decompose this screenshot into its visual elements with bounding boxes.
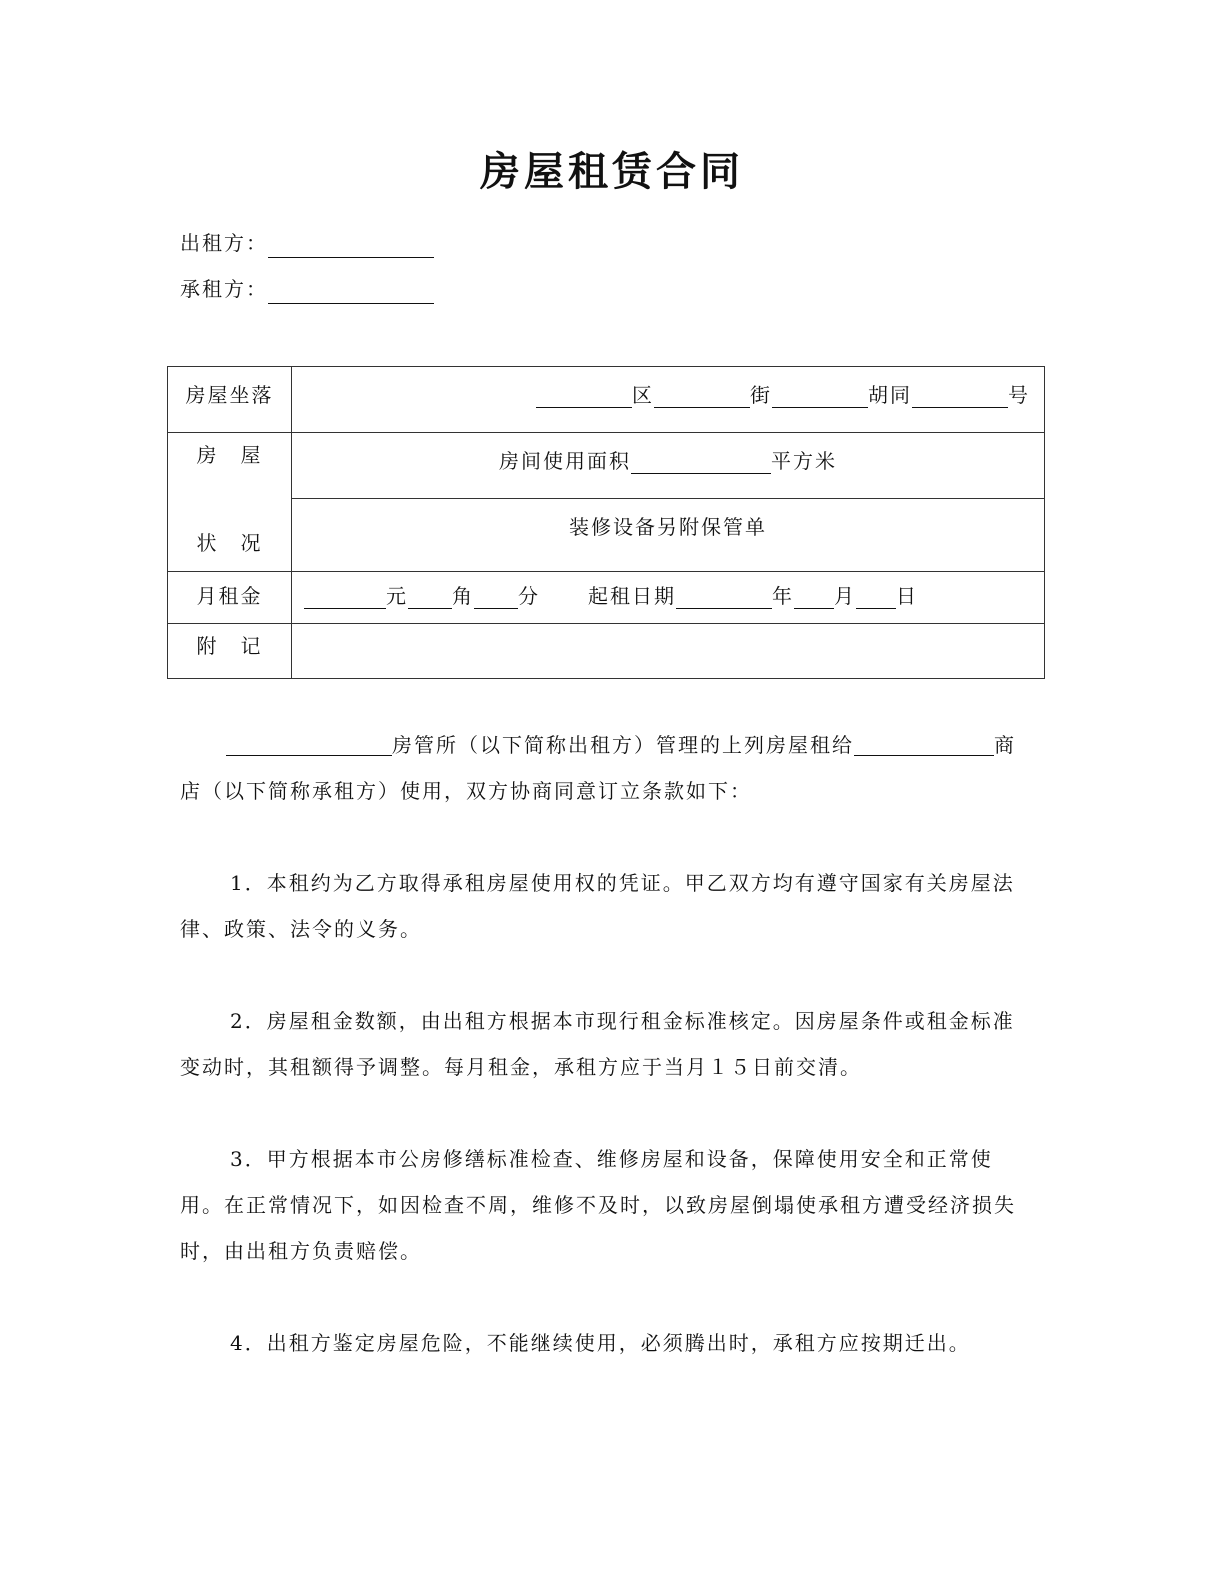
- street-unit: 街: [750, 383, 772, 407]
- rent-jiao-blank[interactable]: [408, 586, 452, 609]
- notes-label-cell: [168, 624, 292, 679]
- clause-4: 4．出租方鉴定房屋危险，不能继续使用，必须腾出时，承租方应按期迁出。: [230, 1331, 971, 1355]
- clause-1: 1．本租约为乙方取得承租房屋使用权的凭证。甲乙双方均有遵守国家有关房屋法律、政策、法令的义务。: [180, 871, 1015, 941]
- start-month-blank[interactable]: [794, 586, 834, 609]
- intro-text-1: 房管所（以下简称出租方）管理的上列房屋租给: [392, 733, 854, 757]
- area-line: [292, 433, 1044, 474]
- rent-jiao-unit: 角: [452, 584, 474, 608]
- rent-value-cell: [292, 572, 1045, 624]
- number-blank[interactable]: [912, 385, 1008, 408]
- start-day-blank[interactable]: [856, 586, 896, 609]
- document-title: 房屋租赁合同: [480, 148, 744, 195]
- start-date-label: 起租日期: [588, 584, 676, 608]
- district-unit: 区: [632, 383, 654, 407]
- lessee-label: 承租方：: [180, 277, 268, 301]
- district-blank[interactable]: [536, 385, 632, 408]
- location-label-cell: [168, 367, 292, 433]
- area-text: 房间使用面积: [499, 449, 631, 473]
- rent-label-cell: [168, 572, 292, 624]
- alley-unit: 胡同: [868, 383, 912, 407]
- house-label-bottom: 状 况: [196, 531, 263, 555]
- rent-fen-blank[interactable]: [474, 586, 518, 609]
- lessor-label: 出租方：: [180, 231, 268, 255]
- location-label: 房屋坐落: [185, 383, 274, 407]
- table-row-location: [168, 367, 1045, 433]
- rent-yuan-unit: 元: [386, 584, 408, 608]
- intro-text-2: 商店（以下简称承租方）使用，双方协商同意订立条款如下：: [180, 733, 1016, 803]
- lessee-blank[interactable]: [268, 281, 434, 304]
- rent-line: [292, 572, 1044, 609]
- start-day-unit: 日: [896, 584, 918, 608]
- intro-paragraph: [180, 722, 1036, 814]
- area-unit: 平方米: [771, 449, 837, 473]
- notes-value-cell[interactable]: [292, 624, 1045, 679]
- property-info-table: [167, 366, 1045, 679]
- alley-blank[interactable]: [772, 385, 868, 408]
- house-condition-label-cell: [168, 433, 292, 572]
- area-blank[interactable]: [631, 451, 771, 474]
- start-year-unit: 年: [772, 584, 794, 608]
- start-year-blank[interactable]: [676, 586, 772, 609]
- shop-name-blank[interactable]: [854, 733, 994, 756]
- decoration-text: 装修设备另附保管单: [569, 515, 767, 540]
- table-row-notes: [168, 624, 1045, 679]
- street-blank[interactable]: [654, 385, 750, 408]
- table-row-decoration: [168, 499, 1045, 572]
- area-value-cell: [292, 433, 1045, 499]
- notes-label: 附 记: [196, 634, 263, 658]
- clause-3: 3．甲方根据本市公房修缮标准检查、维修房屋和设备，保障使用安全和正常使用。在正常情况下，如因检查不周，维修不及时，以致房屋倒塌使承租方遭受经济损失时，由出租方负责赔偿。: [180, 1147, 1016, 1263]
- table-row-area: [168, 433, 1045, 499]
- housing-office-blank[interactable]: [226, 733, 392, 756]
- lessee-line: [180, 274, 434, 304]
- start-month-unit: 月: [834, 584, 856, 608]
- rent-label: 月租金: [196, 584, 263, 608]
- house-label-top: 房 屋: [196, 443, 263, 467]
- rent-fen-unit: 分: [518, 584, 540, 608]
- table-row-rent: [168, 572, 1045, 624]
- house-condition-label: [168, 433, 291, 571]
- lessor-line: [180, 228, 434, 258]
- address-line: [292, 367, 1044, 408]
- rent-yuan-blank[interactable]: [304, 586, 386, 609]
- number-unit: 号: [1008, 383, 1030, 407]
- location-value-cell: [292, 367, 1045, 433]
- decoration-cell: [292, 499, 1045, 572]
- clause-2: 2．房屋租金数额，由出租方根据本市现行租金标准核定。因房屋条件或租金标准变动时，其租额得予调整。每月租金，承租方应于当月１５日前交清。: [180, 1009, 1015, 1079]
- lessor-blank[interactable]: [268, 235, 434, 258]
